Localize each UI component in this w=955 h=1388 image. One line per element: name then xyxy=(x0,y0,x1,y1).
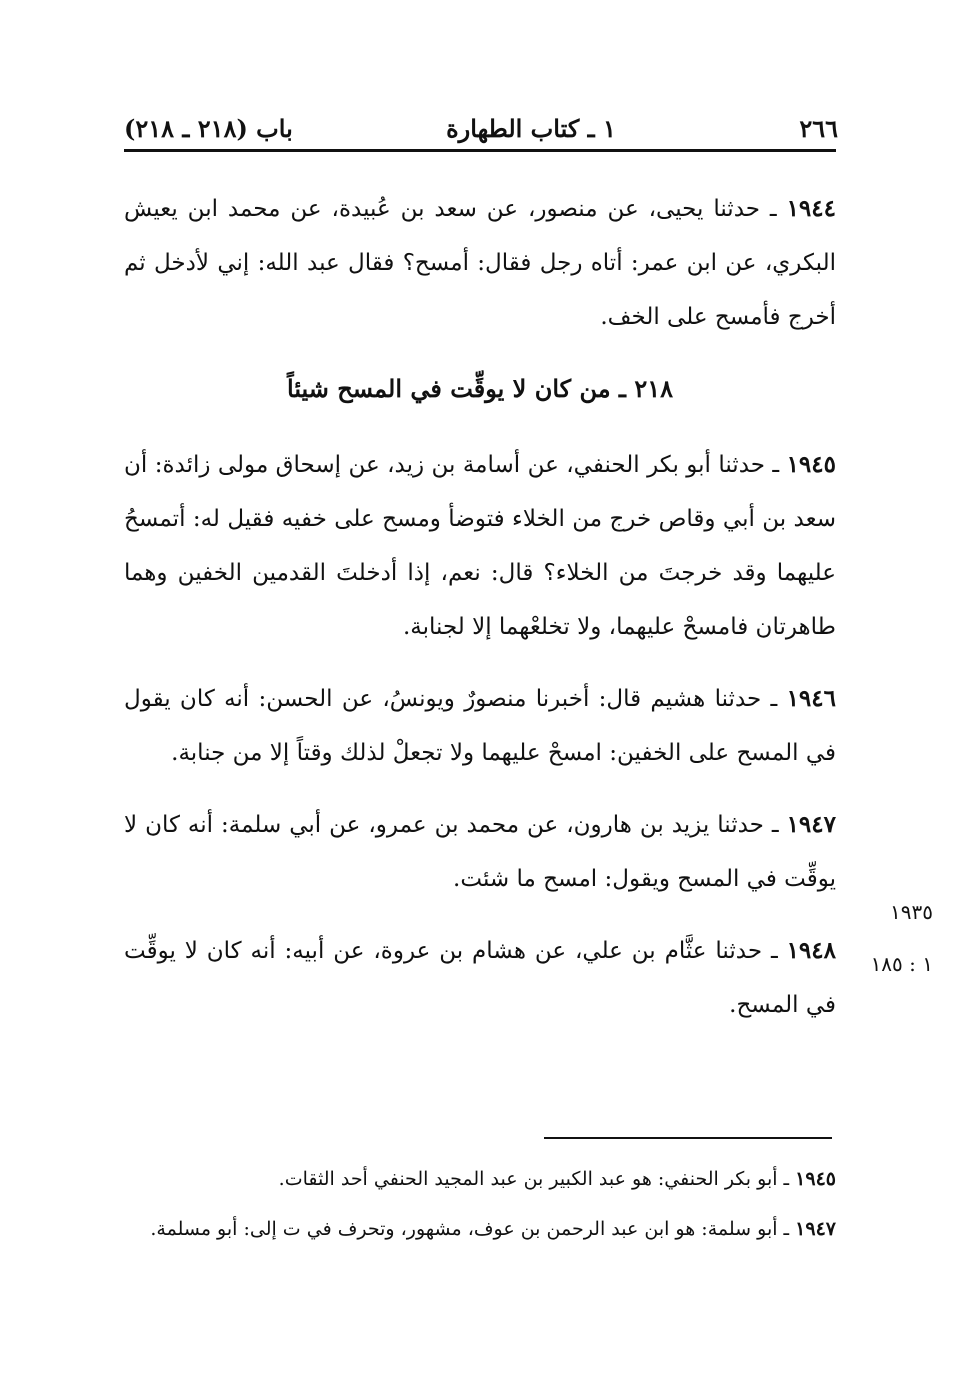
hadith-text: ـ حدثنا هشيم قال: أخبرنا منصورٌ ويونسُ، عن الحسن: أنه كان يقول في المسح على الخفين: امسحْ عليهما ولا تجعلْ لذلك وقتاً إلا من جنابة. xyxy=(124,686,836,766)
hadith-number: ١٩٤٦ xyxy=(786,685,836,712)
hadith-number: ١٩٤٨ xyxy=(786,937,836,964)
main-text xyxy=(124,182,836,1050)
chapter-range: باب (٢١٨ ـ ٢١٨) xyxy=(124,113,293,143)
margin-cross-reference: ١٩٣٥ xyxy=(890,900,933,924)
hadith-number: ١٩٤٧ xyxy=(786,811,836,838)
hadith-text: ـ حدثنا يحيى، عن منصور، عن سعد بن عُبيدة، عن محمد ابن يعيش البكري، عن ابن عمر: أتاه رجل فقال: أمسح؟ فقال عبد الله: إني لأدخل ثم أخرج فأمسح على الخف. xyxy=(124,196,836,330)
hadith-text: ـ حدثنا عثَّام بن علي، عن هشام بن عروة، عن أبيه: أنه كان لا يوقِّت في المسح. xyxy=(124,938,836,1018)
hadith-1947 xyxy=(124,798,836,906)
footnote-text: ـ أبو بكر الحنفي: هو عبد الكبير بن عبد المجيد الحنفي أحد الثقات. xyxy=(278,1168,796,1190)
footnote-text: ـ أبو سلمة: هو ابن عبد الرحمن بن عوف، مشهور، وتحرف في ت إلى: أبو مسلمة. xyxy=(150,1218,796,1240)
footnote-number: ١٩٤٧ xyxy=(795,1218,836,1240)
footnote-rule xyxy=(544,1137,832,1139)
hadith-number: ١٩٤٤ xyxy=(786,195,836,222)
footnote-number: ١٩٤٥ xyxy=(795,1168,836,1190)
hadith-text: ـ حدثنا يزيد بن هارون، عن محمد بن عمرو، عن أبي سلمة: أنه كان لا يوقِّت في المسح ويقول: امسح ما شئت. xyxy=(124,812,836,892)
footnotes xyxy=(124,1158,836,1258)
hadith-1945 xyxy=(124,438,836,654)
page-number: ٢٦٦ xyxy=(799,113,838,143)
hadith-1944 xyxy=(124,182,836,344)
hadith-1946 xyxy=(124,672,836,780)
footnote-1947 xyxy=(124,1208,836,1250)
hadith-text: ـ حدثنا أبو بكر الحنفي، عن أسامة بن زيد، عن إسحاق مولى زائدة: أن سعد بن أبي وقاص خرج من الخلاء فتوضأ ومسح على خفيه فقيل له: أتمسحُ عليهما وقد خرجتَ من الخلاء؟ قال: نعم، إذا أدخلتَ القدمين الخفين وهما طاهرتان فامسحْ عليهما، ولا تخلعْهما إلا لجنابة. xyxy=(124,452,836,640)
chapter-heading: ٢١٨ ـ من كان لا يوقِّت في المسح شيئاً xyxy=(287,374,673,403)
running-header xyxy=(124,108,838,148)
hadith-1948 xyxy=(124,924,836,1032)
hadith-number: ١٩٤٥ xyxy=(786,451,836,478)
margin-volume-page: ١ : ١٨٥ xyxy=(870,952,933,976)
footnote-1945 xyxy=(124,1158,836,1200)
header-rule xyxy=(124,149,836,152)
book-title: ١ ـ كتاب الطهارة xyxy=(446,113,616,143)
